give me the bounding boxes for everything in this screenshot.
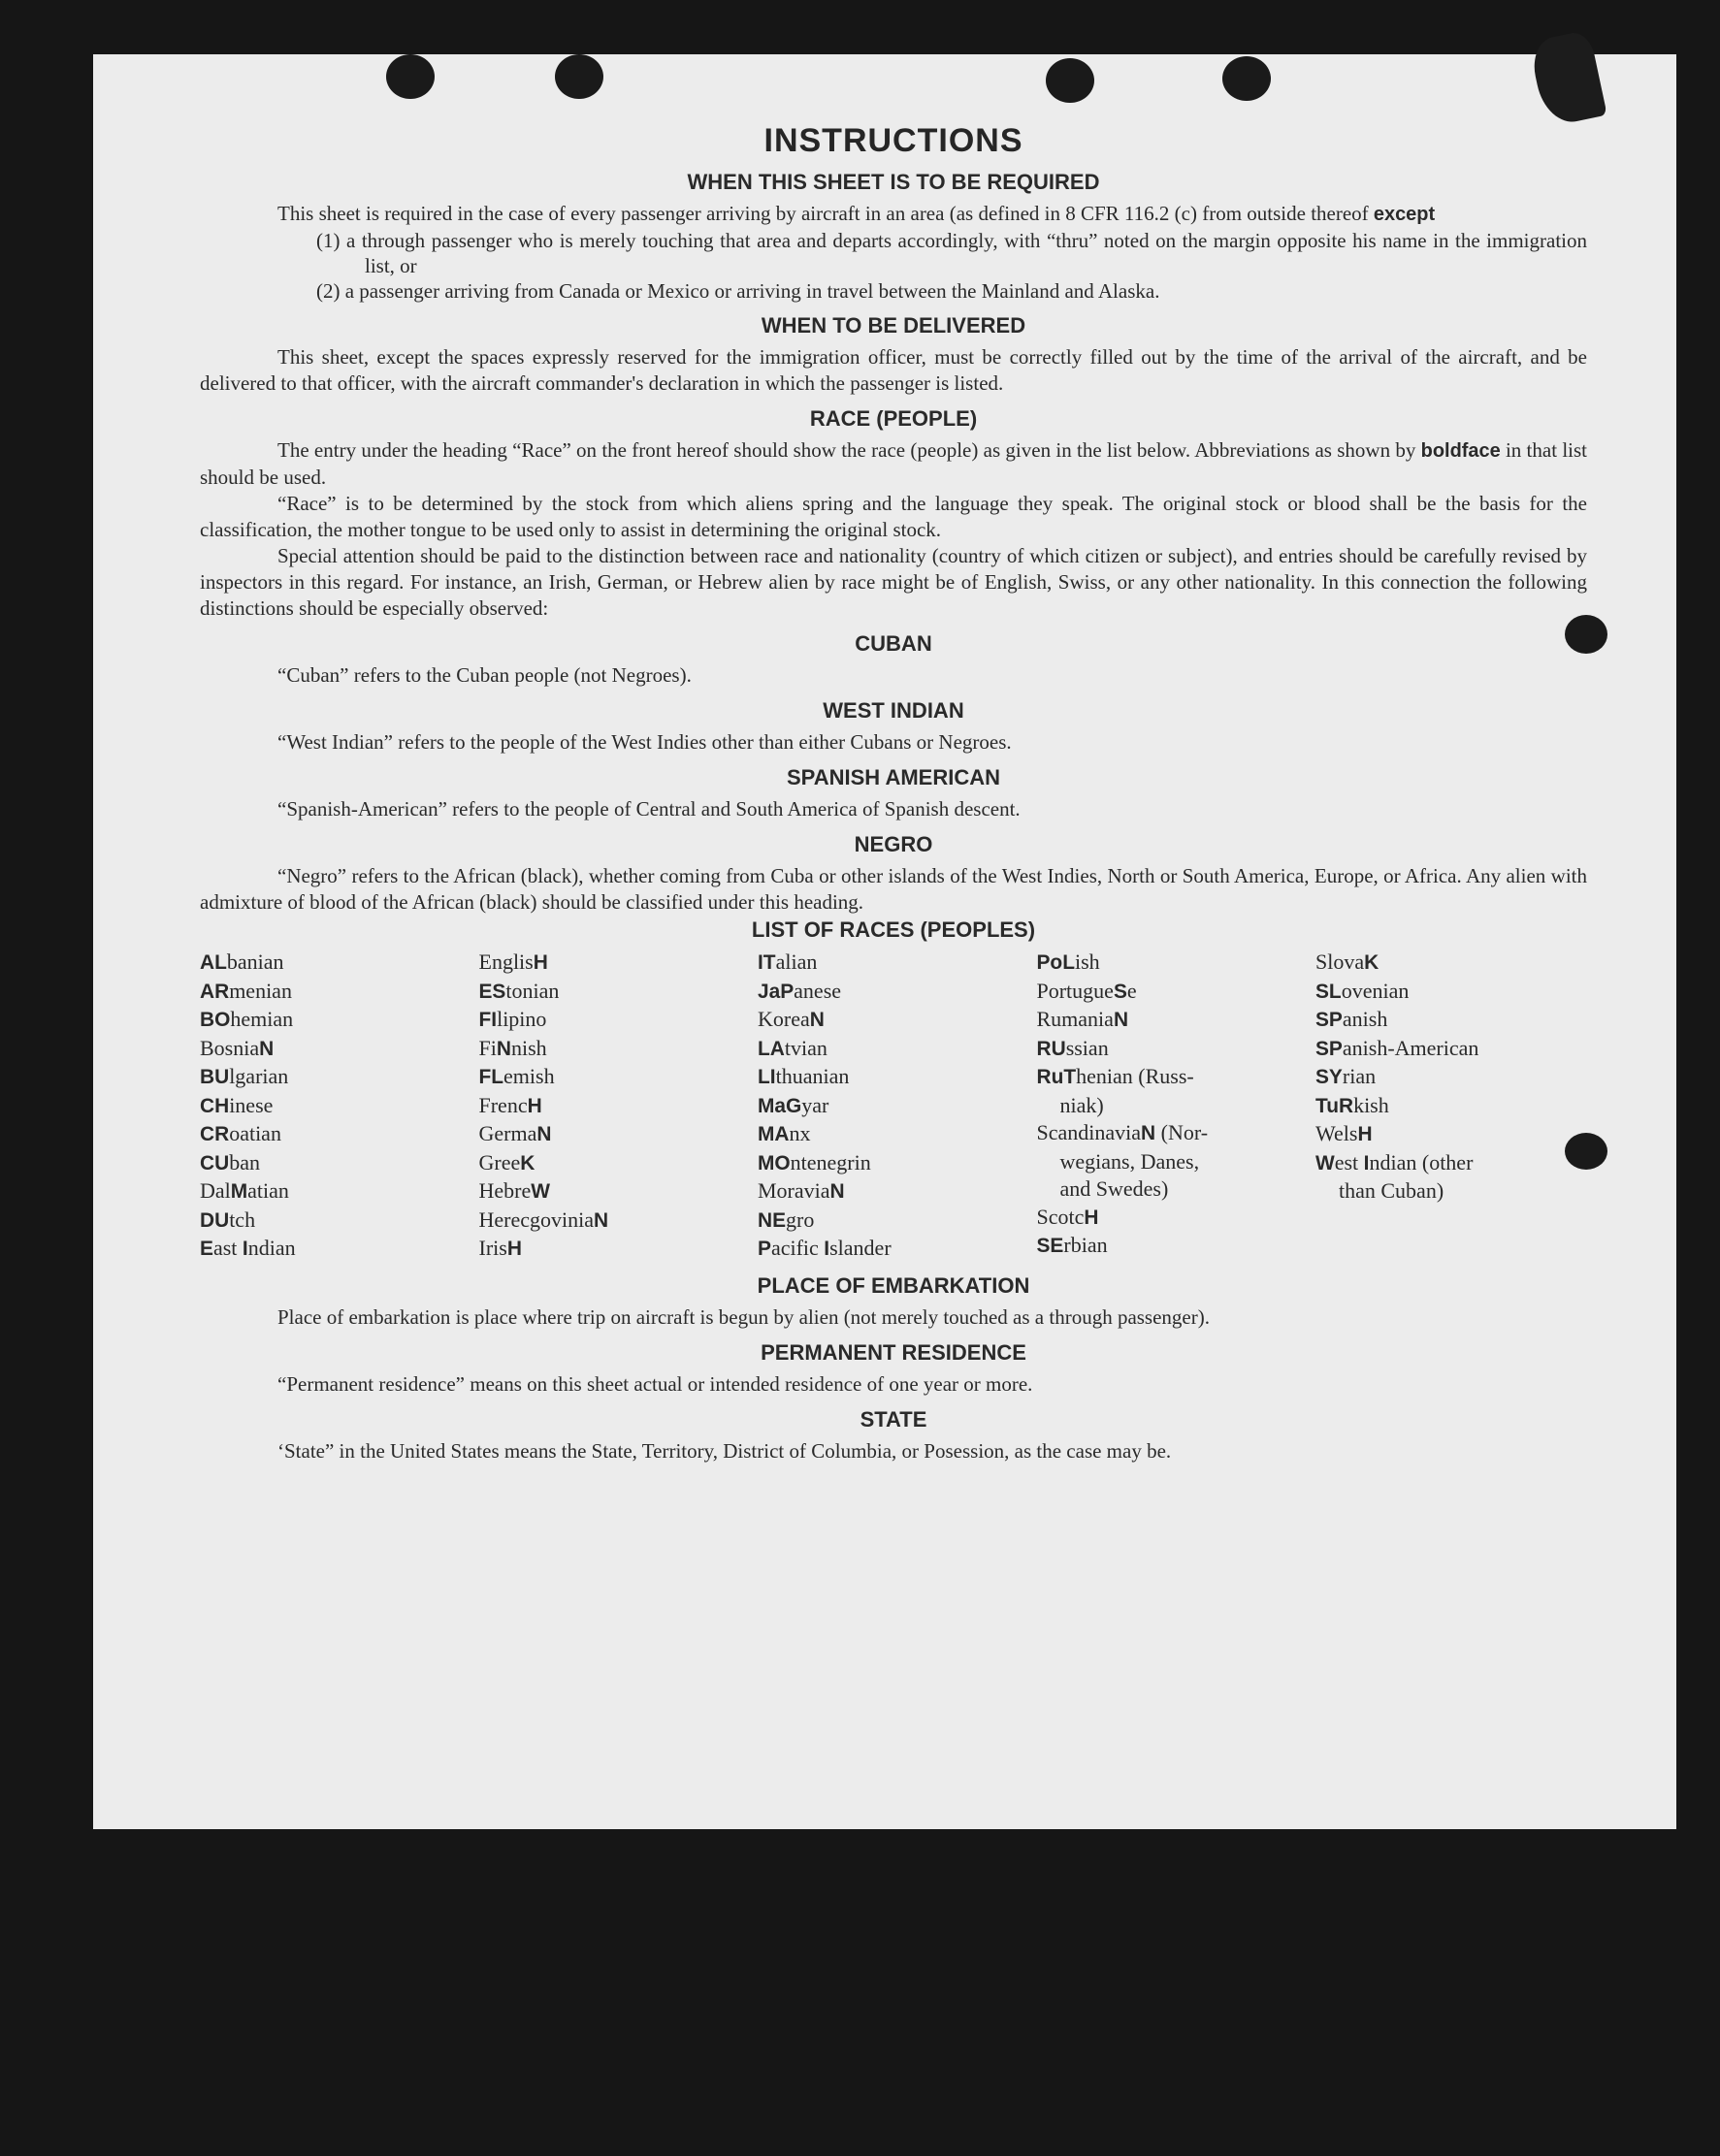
races-column: [758, 949, 1029, 1264]
race-entry: ARmenian: [200, 978, 292, 1003]
section-heading-embarkation: PLACE OF EMBARKATION: [757, 1272, 1030, 1298]
race-entry: ALbanian: [200, 949, 284, 974]
section-heading-spanish-american: SPANISH AMERICAN: [786, 765, 1000, 789]
race-entry: BosniaN: [200, 1035, 275, 1060]
delivered-text: This sheet, except the spaces expressly reserved for the immigration officer, must be correctly filled out by the time of the arrival of the aircraft, and be delivered to that officer, with the aircraft commander's declaration in which the passenger is listed.: [200, 345, 1587, 395]
race-entry: SYrian: [1315, 1064, 1377, 1088]
race-entry: CRoatian: [200, 1121, 281, 1145]
section-heading-state: STATE: [860, 1406, 927, 1432]
section-heading-required: WHEN THIS SHEET IS TO BE REQUIRED: [687, 170, 1100, 194]
race-entry: GermaN: [478, 1121, 552, 1145]
west-indian-text: “West Indian” refers to the people of the West Indies other than either Cubans or Negroes.: [277, 730, 1012, 754]
race-paragraph-3: Special attention should be paid to the distinction between race and nationality (country of which citizen or subject), and entries should be carefully revised by inspectors in this regard. For instance, an Irish, German, or Hebrew alien by race might be of English, Swiss, or any other nationality. In this connection the following distinctions should be especially observed:: [200, 544, 1587, 620]
race-entry: MaGyar: [758, 1092, 829, 1117]
race-entry: IrisH: [478, 1236, 522, 1260]
punch-hole: [1046, 58, 1094, 103]
race-entry: and Swedes): [1059, 1176, 1169, 1201]
document-page: [93, 54, 1676, 1829]
race-entry: DalMatian: [200, 1178, 289, 1203]
spanish-american-text: “Spanish-American” refers to the people of Central and South America of Spanish descent.: [277, 797, 1021, 821]
race-entry: DUtch: [200, 1207, 256, 1232]
section-heading-negro: NEGRO: [854, 832, 933, 856]
race-entry: CHinese: [200, 1092, 274, 1117]
race-entry: WelsH: [1315, 1121, 1373, 1145]
page-title: INSTRUCTIONS: [763, 122, 1023, 159]
race-entry: GreeK: [478, 1149, 535, 1175]
race-entry: HebreW: [478, 1178, 550, 1203]
race-entry: KoreaN: [758, 1007, 825, 1031]
race-entry: ScotcH: [1036, 1204, 1099, 1229]
section-heading-residence: PERMANENT RESIDENCE: [761, 1339, 1026, 1365]
race-entry: JaPanese: [758, 978, 842, 1003]
embarkation-text: Place of embarkation is place where trip on aircraft is begun by alien (not merely touched as a through passenger).: [277, 1304, 1210, 1329]
section-heading-delivered: WHEN TO BE DELIVERED: [761, 313, 1026, 338]
instructions-content: [200, 122, 1587, 1464]
race-entry: FrencH: [478, 1092, 542, 1117]
race-entry: ITalian: [758, 949, 818, 974]
race-entry: SlovaK: [1315, 949, 1379, 974]
residence-text: “Permanent residence” means on this sheet actual or intended residence of one year or more.: [277, 1371, 1033, 1396]
ink-smudge: [1528, 29, 1606, 127]
race-entry: RuThenian (Russ-: [1036, 1064, 1194, 1088]
races-column: [1037, 949, 1309, 1264]
race-entry: MAnx: [758, 1121, 811, 1145]
race-paragraph-2: “Race” is to be determined by the stock from which aliens spring and the language they speak. The original stock or blood shall be the basis for the classification, the mother tongue to be used only to assist in determining the original stock.: [200, 492, 1587, 541]
race-entry: BOhemian: [200, 1007, 294, 1031]
race-entry: Pacific Islander: [758, 1236, 892, 1260]
race-paragraph-1: The entry under the heading “Race” on the front hereof should show the race (people) as given in the list below. Abbreviations as shown by boldface in that list should be used.: [200, 438, 1588, 489]
race-entry: MoraviaN: [758, 1178, 845, 1203]
races-column: [479, 949, 751, 1264]
race-entry: East Indian: [200, 1236, 296, 1260]
race-entry: MOntenegrin: [758, 1149, 871, 1175]
race-entry: LIthuanian: [758, 1064, 850, 1088]
section-heading-west-indian: WEST INDIAN: [823, 698, 964, 723]
cuban-text: “Cuban” refers to the Cuban people (not Negroes).: [277, 663, 692, 687]
race-entry: EStonian: [478, 978, 560, 1003]
section-heading-cuban: CUBAN: [855, 631, 932, 656]
race-entry: SErbian: [1036, 1233, 1108, 1257]
race-entry: ScandinaviaN (Nor-: [1036, 1120, 1209, 1144]
section-heading-race: RACE (PEOPLE): [809, 406, 978, 431]
race-entry: HerecgoviniaN: [478, 1207, 609, 1232]
race-entry: SPanish: [1315, 1007, 1388, 1031]
race-entry: EnglisH: [478, 949, 548, 974]
race-entry: PortugueSe: [1036, 978, 1137, 1003]
required-item-2: (2) a passenger arriving from Canada or Mexico or arriving in travel between the Mainland and Alaska.: [316, 279, 1160, 303]
races-column: [1315, 949, 1587, 1264]
race-entry: BUlgarian: [200, 1064, 289, 1088]
race-entry: wegians, Danes,: [1059, 1148, 1200, 1174]
punch-hole: [386, 54, 435, 99]
race-entry: TuRkish: [1315, 1092, 1389, 1117]
race-entry: SLovenian: [1315, 978, 1410, 1003]
state-text: ‘State” in the United States means the State, Territory, District of Columbia, or Posession, as the case may be.: [277, 1438, 1172, 1463]
race-entry: NEgro: [758, 1207, 815, 1232]
section-heading-races-list: LIST OF RACES (PEOPLES): [751, 917, 1036, 942]
race-entry: niak): [1059, 1092, 1104, 1117]
race-entry: FiNnish: [478, 1035, 547, 1060]
race-entry: than Cuban): [1339, 1178, 1444, 1203]
race-entry: FLemish: [478, 1064, 555, 1088]
required-intro: This sheet is required in the case of every passenger arriving by aircraft in an area (as defined in 8 CFR 116.2 (c) from outside thereof except: [277, 202, 1436, 225]
negro-text: “Negro” refers to the African (black), whether coming from Cuba or other islands of the West Indies, North or South America, Europe, or Africa. Any alien with admixture of blood of the African (black) should be classified under this heading.: [200, 864, 1587, 914]
punch-hole: [555, 54, 603, 99]
race-entry: LAtvian: [758, 1035, 828, 1060]
race-entry: West Indian (other: [1315, 1149, 1474, 1175]
races-column: [200, 949, 471, 1264]
race-entry: FIlipino: [478, 1007, 547, 1031]
punch-hole: [1222, 56, 1271, 101]
race-entry: CUban: [200, 1149, 260, 1175]
required-item-1: (1) a through passenger who is merely touching that area and departs accordingly, with “thru” noted on the margin opposite his name in the immigration list, or: [316, 229, 1587, 277]
race-entry: PoLish: [1036, 949, 1100, 974]
races-list: [200, 949, 1587, 1264]
race-entry: RumaniaN: [1036, 1007, 1129, 1031]
race-entry: SPanish-American: [1315, 1035, 1479, 1060]
race-entry: RUssian: [1036, 1035, 1109, 1060]
